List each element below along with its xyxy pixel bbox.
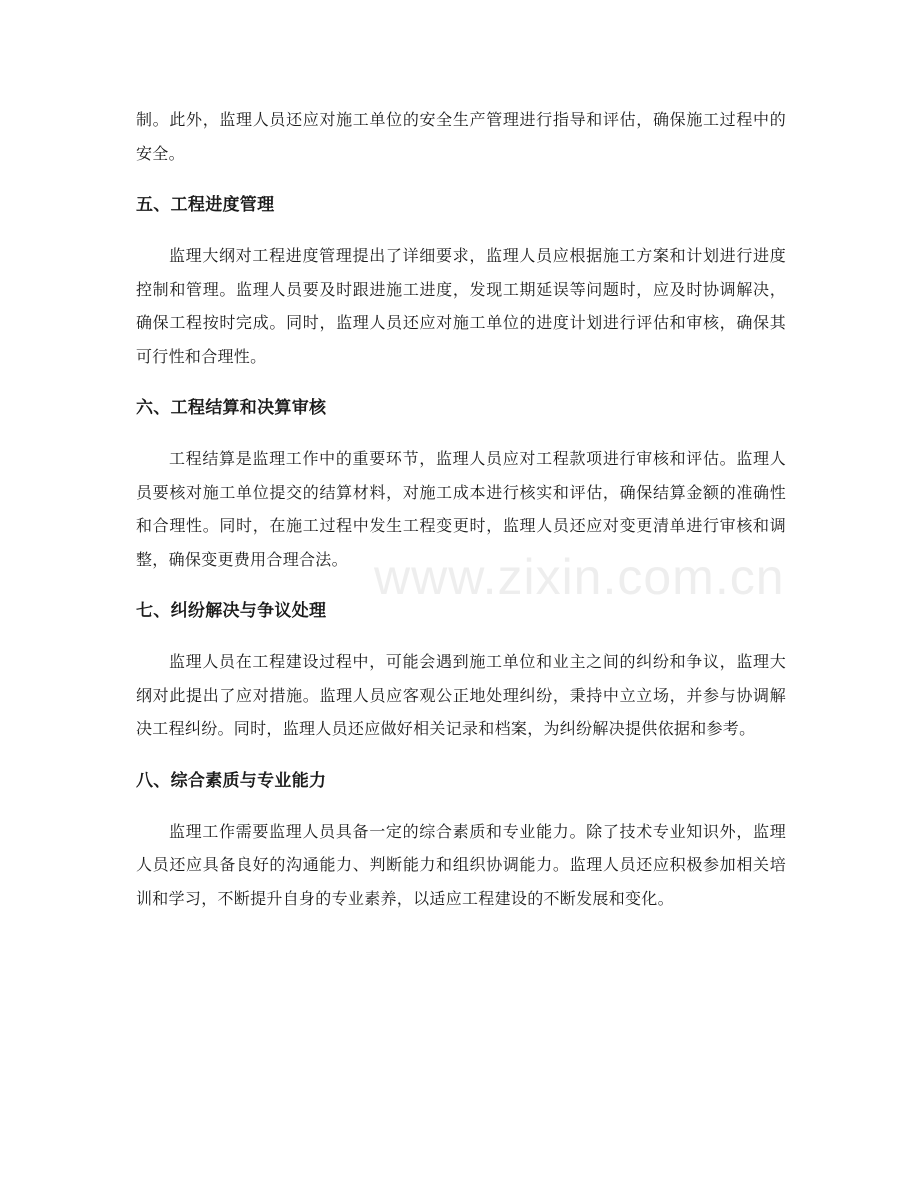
section-paragraph: 工程结算是监理工作中的重要环节，监理人员应对工程款项进行审核和评估。监理人员要核对施工单位提交的结算材料，对施工成本进行核实和评估，确保结算金额的准确性和合理性。同时，在施工过程中发生工程变更时，监理人员还应对变更清单进行审核和调整，确保变更费用合理合法。 [136, 449, 786, 569]
section-competence [136, 767, 786, 916]
intro-paragraph: 制。此外，监理人员还应对施工单位的安全生产管理进行指导和评估，确保施工过程中的安全。 [136, 110, 786, 163]
section-progress-management [136, 191, 786, 373]
section-paragraph: 监理大纲对工程进度管理提出了详细要求，监理人员应根据施工方案和计划进行进度控制和管理。监理人员要及时跟进施工进度，发现工期延误等问题时，应及时协调解决，确保工程按时完成。同时，监理人员还应对施工单位的进度计划进行评估和审核，确保其可行性和合理性。 [136, 246, 786, 366]
section-heading: 八、综合素质与专业能力 [136, 770, 327, 791]
section-heading: 五、工程进度管理 [136, 195, 275, 215]
section-dispute-resolution [136, 597, 786, 746]
watermark: www.zixin.com.cn [374, 549, 785, 605]
section-paragraph: 监理人员在工程建设过程中，可能会遇到施工单位和业主之间的纠纷和争议，监理大纲对此提出了应对措施。监理人员应客观公正地处理纠纷，秉持中立立场，并参与协调解决工程纠纷。同时，监理人员还应做好相关记录和档案，为纠纷解决提供依据和参考。 [136, 652, 786, 738]
section-heading: 七、纠纷解决与争议处理 [136, 601, 327, 621]
section-paragraph: 监理工作需要监理人员具备一定的综合素质和专业能力。除了技术专业知识外，监理人员还应具备良好的沟通能力、判断能力和组织协调能力。监理人员还应积极参加相关培训和学习，不断提升自身的专业素养，以适应工程建设的不断发展和变化。 [136, 821, 786, 908]
document-body [136, 103, 786, 915]
section-heading: 六、工程结算和决算审核 [136, 398, 327, 418]
